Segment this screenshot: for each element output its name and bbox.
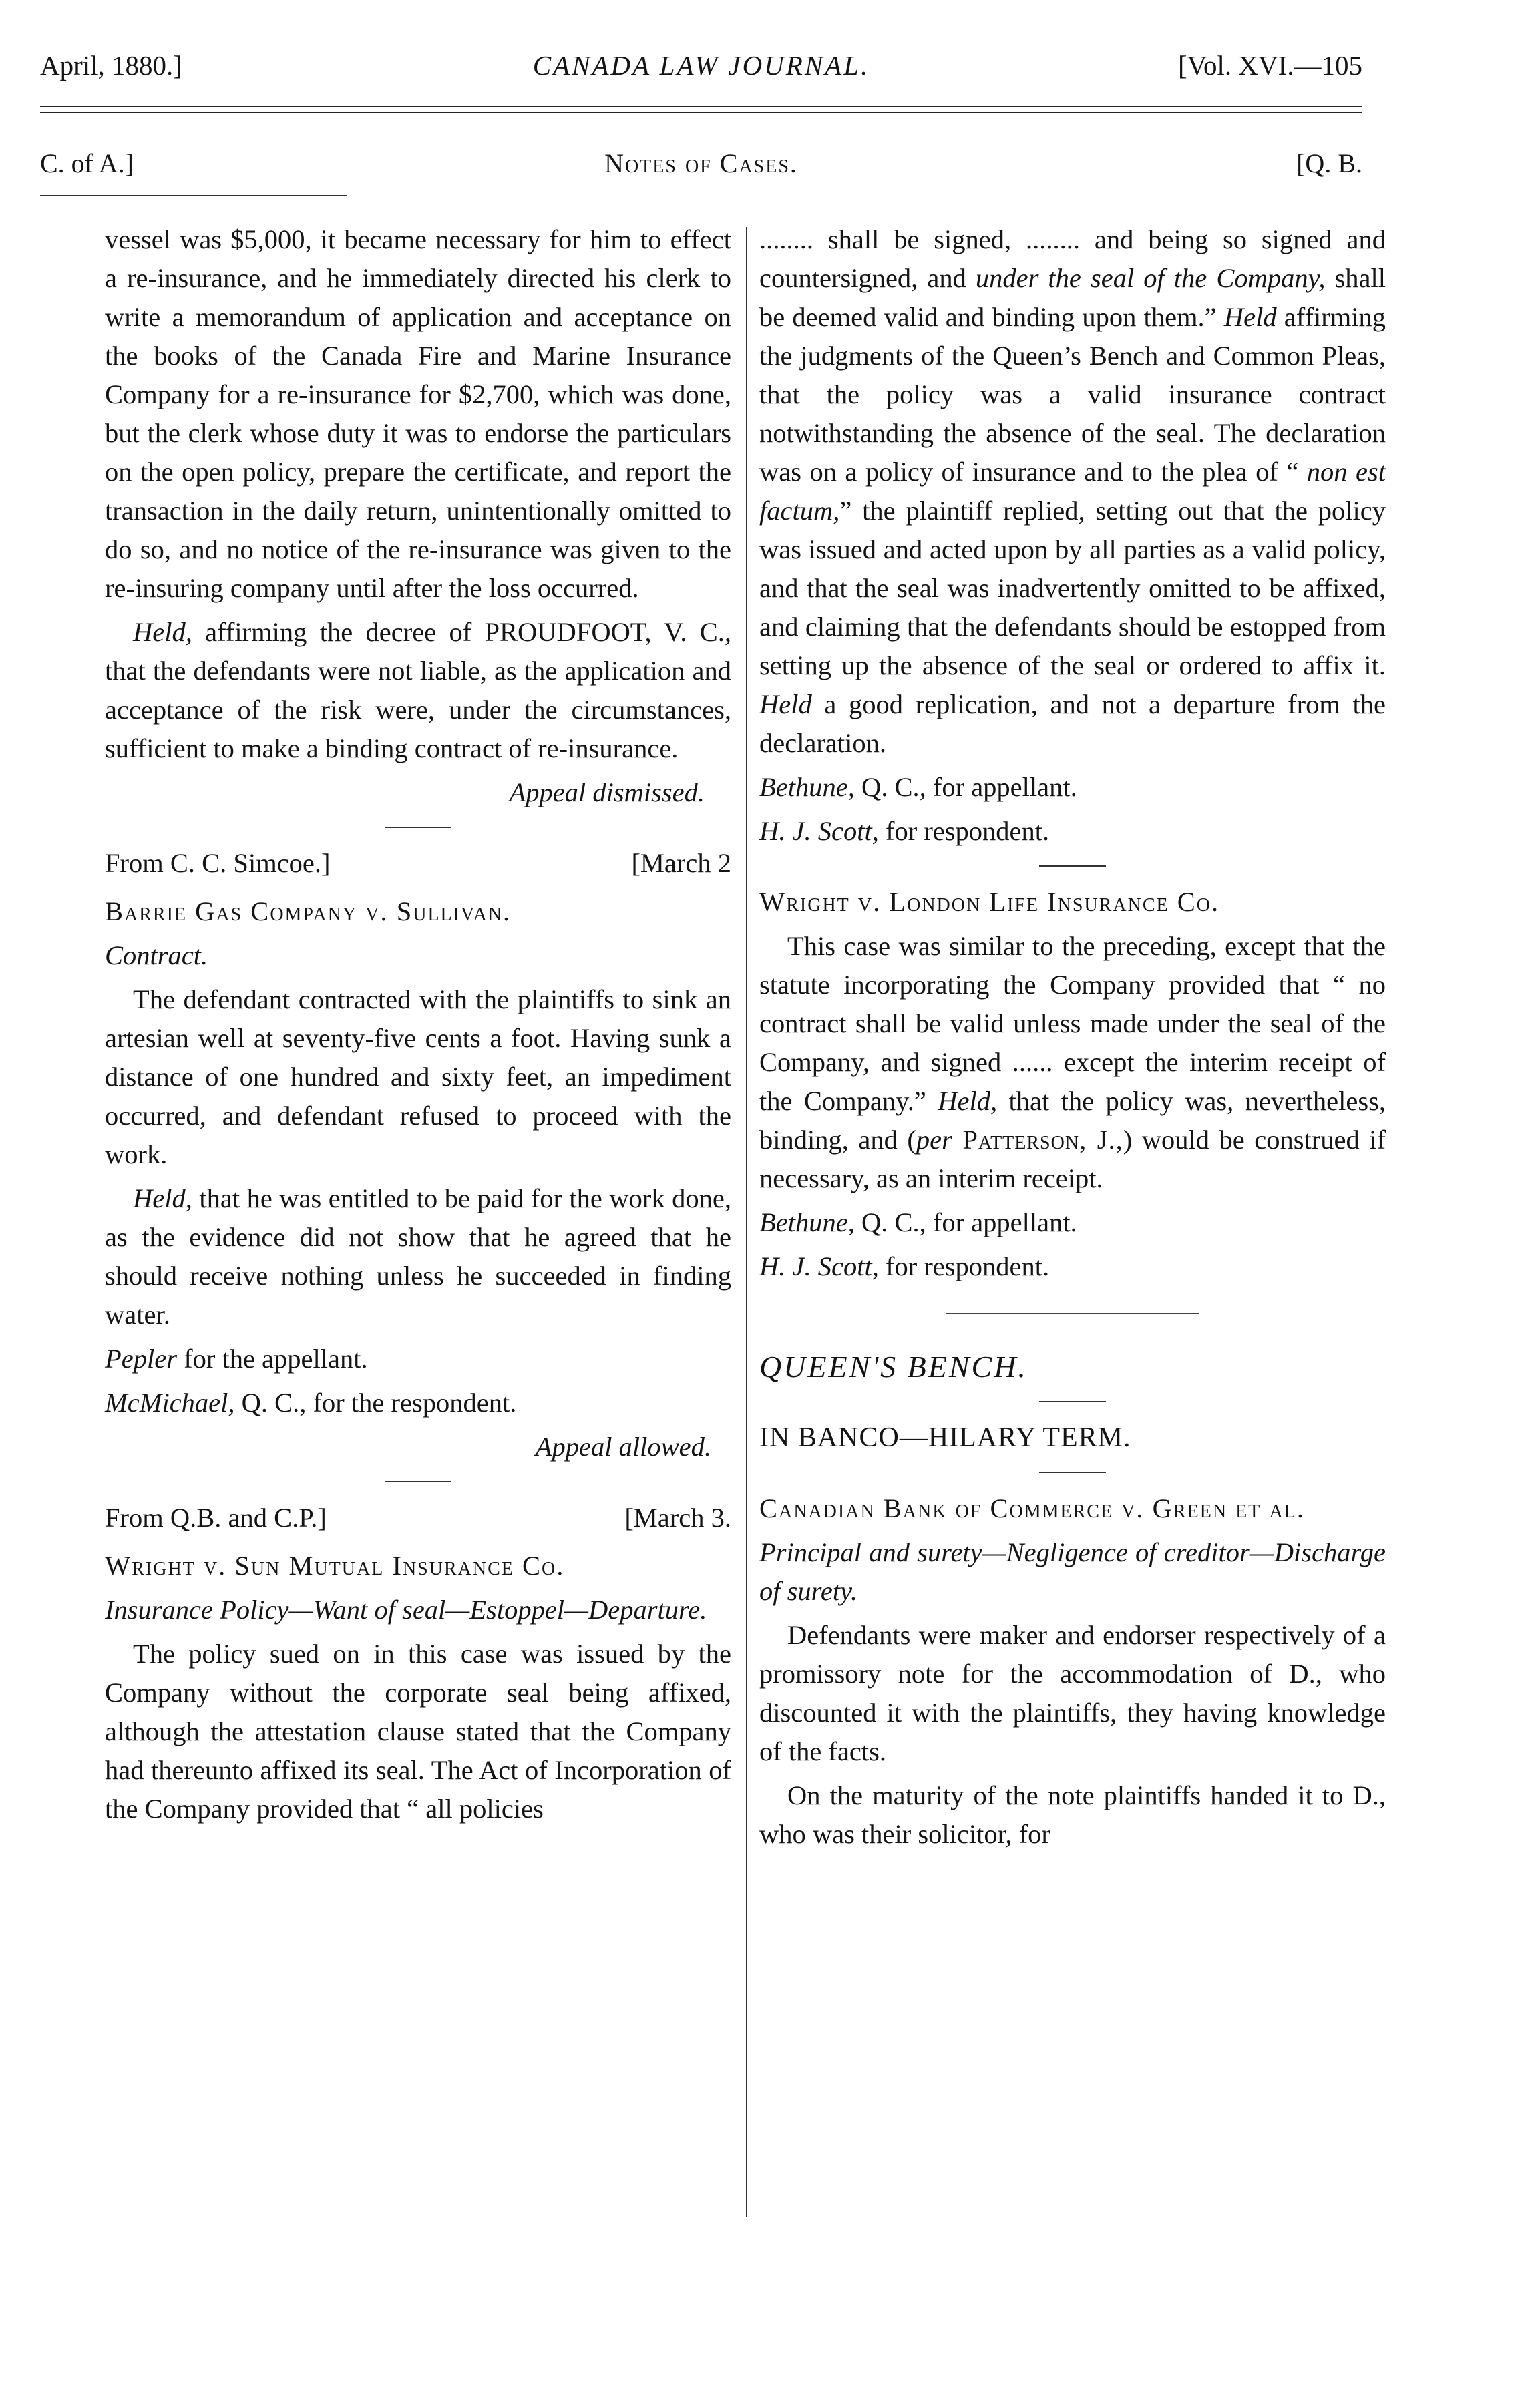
case-subject: Principal and surety—Negligence of creditor—Discharge of surety. — [759, 1537, 1386, 1606]
counsel-name: Bethune, — [759, 772, 855, 802]
paragraph-text: a good replication, and not a departure from the declaration. — [759, 689, 1386, 758]
term-heading: IN BANCO—HILARY TERM. — [759, 1422, 1131, 1453]
journal-title: CANADA LAW JOURNAL. — [532, 50, 870, 81]
case-from-line — [105, 844, 731, 884]
running-head — [40, 39, 1362, 92]
paragraph: On the maturity of the note plaintiffs handed it to D., who was their solicitor, for — [759, 1780, 1386, 1849]
section-court-right: [Q. B. — [1296, 148, 1362, 178]
separator-rule — [1039, 865, 1106, 867]
counsel-name: Pepler — [105, 1344, 177, 1374]
paragraph-text: ) would be construed if necessary, as an interim receipt. — [759, 1125, 1386, 1193]
section-court-left: C. of A.] — [40, 148, 134, 178]
judge-name: Patterson, J., — [952, 1125, 1123, 1155]
header-double-rule — [40, 106, 1362, 113]
paragraph-text: that he was entitled to be paid for the work done, as the evidence did not show that he agreed that he should receive nothing unless he succeeded in finding water. — [105, 1183, 731, 1330]
case-title: Barrie Gas Company v. Sullivan. — [105, 896, 512, 926]
case-date: [March 3. — [624, 1503, 731, 1533]
case-date: [March 2 — [631, 848, 731, 878]
section-separator-rule — [946, 1313, 1199, 1314]
paragraph-text: ” the plaintiff replied, setting out that the policy was issued and acted upon by all parties as a valid policy, and that the seal was inadvertently omitted to be affixed, and claiming that the defendants should be estopped from setting up the absence of the seal or ordered to affix it. — [759, 495, 1386, 680]
counsel-name: H. J. Scott, — [759, 1251, 879, 1281]
held-word: Held — [1223, 302, 1277, 332]
paragraph-text: affirming the judgments of the Queen’s Bench and Common Pleas, that the policy was a valid insurance contract notwithstanding the absence of the seal. The declaration was on a policy of insurance and to the plea of “ — [759, 302, 1386, 487]
separator-rule — [1039, 1472, 1106, 1473]
section-rule — [40, 195, 347, 196]
paragraph-text: ........ shall be signed, ........ and being so signed and countersigned, and — [759, 224, 1386, 293]
counsel-role: Q. C., for appellant. — [854, 1207, 1077, 1237]
counsel-name: Bethune, — [759, 1207, 855, 1237]
counsel-role: Q. C., for appellant. — [854, 772, 1077, 802]
paragraph-text: that the policy was, nevertheless, binding, and ( — [759, 1086, 1386, 1155]
case-court-origin: From C. C. Simcoe.] — [105, 848, 331, 878]
left-column — [105, 220, 731, 1834]
counsel-role: Q. C., for the respondent. — [234, 1388, 517, 1418]
counsel-role: for respondent. — [878, 1251, 1050, 1281]
held-word: Held, — [133, 617, 192, 647]
counsel-line — [759, 812, 1386, 851]
case-title: Canadian Bank of Commerce v. Green et al. — [759, 1493, 1305, 1523]
section-head — [40, 140, 1362, 187]
case-subject: Insurance Policy—Want of seal—Estoppel—Departure. — [105, 1595, 707, 1625]
counsel-line — [759, 768, 1386, 807]
separator-rule — [385, 1481, 451, 1482]
counsel-role: for the appellant. — [176, 1344, 368, 1374]
counsel-line — [105, 1340, 731, 1378]
paragraph: vessel was $5,000, it became necessary for him to effect a re-insurance, and he immediately directed his clerk to write a memorandum of application and acceptance on the books of the Canada Fire and Marine Insurance Company for a re-insurance for $2,700, which was done, but the clerk whose duty it was to endorse the particulars on the open policy, prepare the certificate, and report the transaction in the daily return, unintentionally omitted to do so, and no notice of the re-insurance was given to the re-insuring company until after the loss occurred. — [105, 224, 731, 603]
paragraph-text: This case was similar to the preceding, except that the statute incorporating the Company provided that “ no contract shall be valid unless made under the seal of the Company, and signed ...... except the interim receipt of the Company.” — [759, 931, 1386, 1116]
case-title: Wright v. London Life Insurance Co. — [759, 887, 1220, 917]
separator-rule — [385, 827, 451, 828]
paragraph: Defendants were maker and endorser respectively of a promissory note for the accommodation of D., who discounted it with the plaintiffs, they having knowledge of the facts. — [759, 1620, 1386, 1766]
section-title: Notes of Cases. — [604, 148, 798, 178]
paragraph-text: affirming the decree of PROUDFOOT, V. C., that the defendants were not liable, as the application and acceptance of the risk were, under the circumstances, sufficient to make a binding contract of re-insurance. — [105, 617, 731, 763]
counsel-line — [759, 1247, 1386, 1286]
case-result: Appeal allowed. — [535, 1432, 711, 1462]
paragraph — [759, 220, 1386, 763]
counsel-role: for respondent. — [878, 816, 1050, 846]
paragraph — [105, 613, 731, 768]
held-word: Held — [759, 689, 812, 719]
right-column — [759, 220, 1386, 1859]
case-court-origin: From Q.B. and C.P.] — [105, 1503, 327, 1533]
italic-phrase: under the seal of the Company, — [975, 263, 1326, 293]
counsel-line — [759, 1203, 1386, 1242]
counsel-name: McMichael, — [105, 1388, 235, 1418]
running-head-date: April, 1880.] — [40, 50, 182, 81]
counsel-name: H. J. Scott, — [759, 816, 879, 846]
case-subject: Contract. — [105, 940, 208, 970]
case-from-line — [105, 1499, 731, 1539]
paragraph — [759, 927, 1386, 1198]
italic-phrase: non est factum, — [759, 457, 1386, 526]
column-divider — [746, 227, 747, 2217]
paragraph: The policy sued on in this case was issued by the Company without the corporate seal being affixed, although the attestation clause stated that the Company had thereunto affixed its seal. The Act of Incorporation of the Company provided that “ all policies — [105, 1639, 731, 1824]
court-heading: QUEEN'S BENCH. — [759, 1350, 1028, 1384]
held-word: Held, — [133, 1183, 192, 1213]
case-title: Wright v. Sun Mutual Insurance Co. — [105, 1551, 565, 1581]
held-word: Held, — [938, 1086, 998, 1116]
paragraph — [105, 1179, 731, 1334]
volume-page-number: [Vol. XVI.—105 — [1178, 50, 1362, 81]
separator-rule — [1039, 1401, 1106, 1402]
paragraph: The defendant contracted with the plaintiffs to sink an artesian well at seventy-five cents a foot. Having sunk a distance of one hundred and sixty feet, an impediment occurred, and defendant refused to proceed with the work. — [105, 984, 731, 1169]
paragraph-text: shall be deemed valid and binding upon them.” — [759, 263, 1386, 332]
italic-phrase: per — [916, 1125, 952, 1155]
case-result: Appeal dismissed. — [509, 777, 705, 807]
counsel-line — [105, 1384, 731, 1422]
